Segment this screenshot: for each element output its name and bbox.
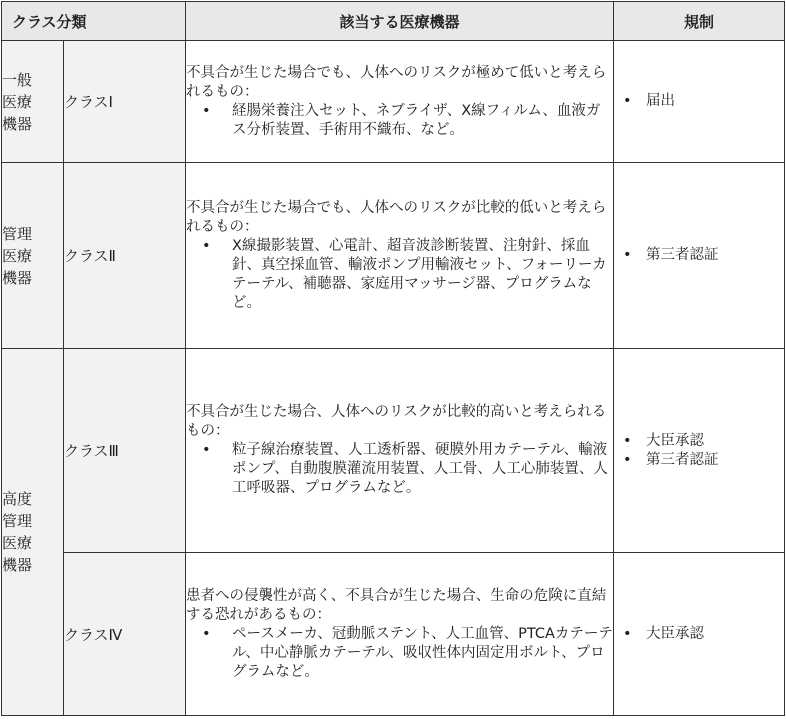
- class-label: クラスⅢ: [64, 349, 186, 553]
- regulation-cell: [614, 41, 785, 163]
- regulation-cell: [614, 553, 785, 716]
- device-examples: • 経腸栄養注入セット、ネブライザ、X線フィルム、血液ガス分析装置、手術用不織布、など。: [216, 102, 613, 140]
- table-row: [2, 553, 785, 716]
- regulation-list: [614, 625, 784, 644]
- table-row: [2, 163, 785, 349]
- device-list: [186, 441, 613, 498]
- regulation-list: [614, 246, 784, 265]
- category-highly-controlled: 高度 管理 医療 機器: [2, 349, 64, 716]
- category-controlled: 管理 医療 機器: [2, 163, 64, 349]
- device-list: [186, 625, 613, 682]
- header-class: クラス分類: [2, 2, 186, 41]
- device-examples: • X線撮影装置、心電計、超音波診断装置、注射針、採血針、真空採血管、輸液ポンプ用輸液セット、フォーリーカテーテル、補聴器、家庭用マッサージ器、プログラムなど。: [216, 237, 613, 313]
- medical-device-classification-table: [1, 1, 785, 716]
- class-label: クラスⅡ: [64, 163, 186, 349]
- regulation-item: • 第三者認証: [646, 246, 784, 265]
- description-intro: 不具合が生じた場合でも、人体へのリスクが極めて低いと考えられるもの：: [186, 64, 607, 100]
- class-label: クラスⅣ: [64, 553, 186, 716]
- regulation-list: [614, 92, 784, 111]
- table-row: [2, 349, 785, 553]
- device-description: [186, 41, 614, 163]
- class-label: クラスⅠ: [64, 41, 186, 163]
- header-regulation: 規制: [614, 2, 785, 41]
- device-examples: • ペースメーカ、冠動脈ステント、人工血管、PTCAカテーテル、中心静脈カテーテル、吸収性体内固定用ボルト、プログラムなど。: [216, 625, 613, 682]
- table-row: [2, 41, 785, 163]
- regulation-list: [614, 432, 784, 470]
- description-intro: 患者への侵襲性が高く、不具合が生じた場合、生命の危険に直結する恐れがあるもの：: [186, 587, 607, 623]
- header-row: [2, 2, 785, 41]
- regulation-cell: [614, 163, 785, 349]
- header-devices: 該当する医療機器: [186, 2, 614, 41]
- device-list: [186, 102, 613, 140]
- regulation-item: • 第三者認証: [646, 451, 784, 470]
- device-description: [186, 553, 614, 716]
- device-examples: • 粒子線治療装置、人工透析器、硬膜外用カテーテル、輸液ポンプ、自動腹膜灌流用装置、人工骨、人工心肺装置、人工呼吸器、プログラムなど。: [216, 441, 613, 498]
- device-list: [186, 237, 613, 313]
- regulation-cell: [614, 349, 785, 553]
- description-intro: 不具合が生じた場合でも、人体へのリスクが比較的低いと考えられるもの：: [186, 199, 607, 235]
- regulation-item: • 届出: [646, 92, 784, 111]
- regulation-item: • 大臣承認: [646, 432, 784, 451]
- regulation-item: • 大臣承認: [646, 625, 784, 644]
- category-general: 一般 医療 機器: [2, 41, 64, 163]
- description-intro: 不具合が生じた場合、人体へのリスクが比較的高いと考えられるもの：: [186, 404, 607, 439]
- device-description: [186, 349, 614, 553]
- device-description: [186, 163, 614, 349]
